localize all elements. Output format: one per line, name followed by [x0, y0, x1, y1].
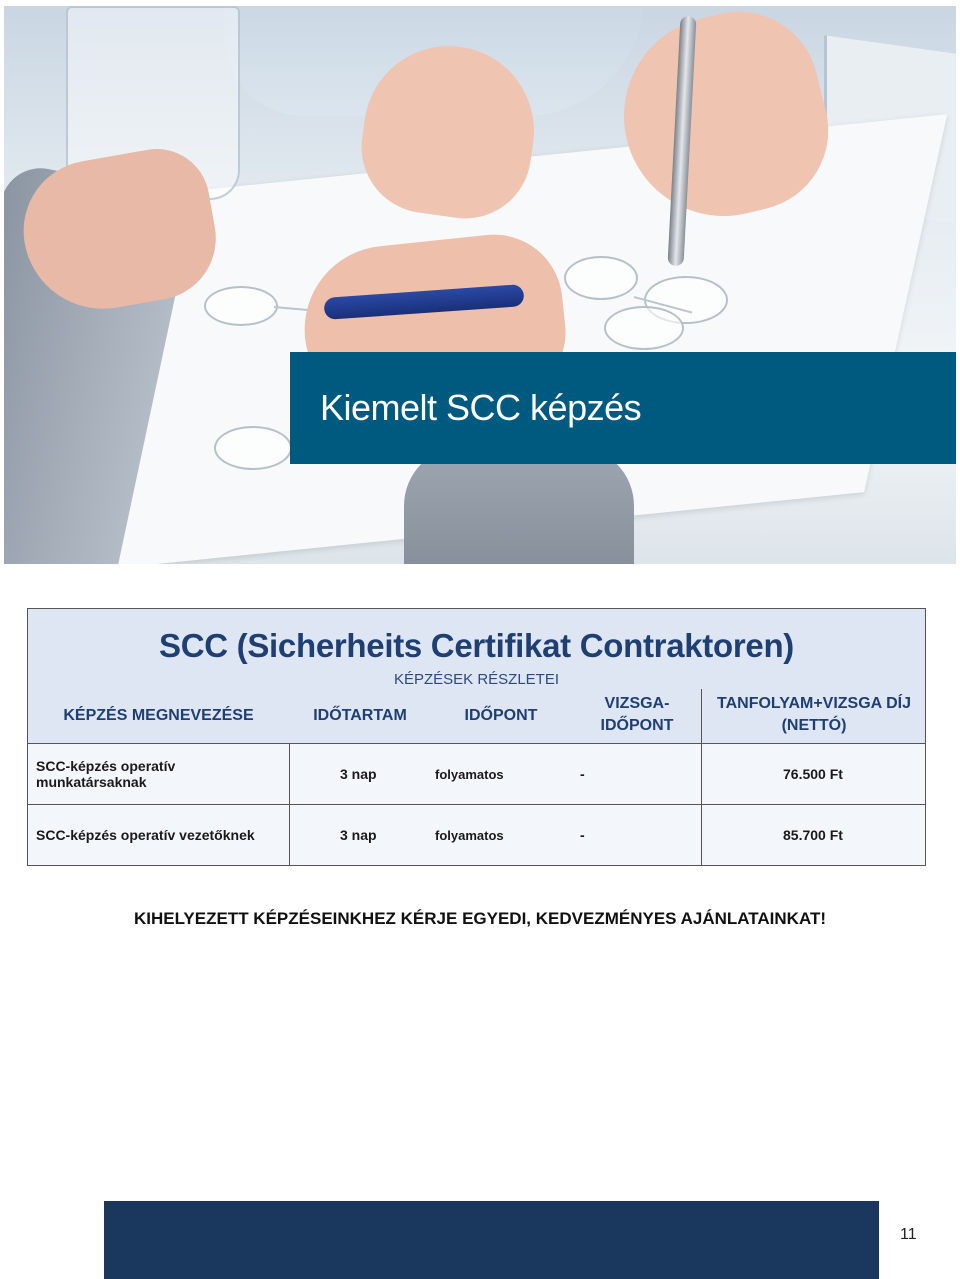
- cell-price: 76.500 Ft: [783, 766, 843, 782]
- banner-title: Kiemelt SCC képzés: [320, 387, 642, 428]
- cell-exam-date: -: [580, 827, 585, 843]
- cell-name: SCC-képzés operatív munkatársaknak: [36, 758, 176, 790]
- course-table: [27, 608, 926, 866]
- cell-exam-date: -: [580, 766, 585, 782]
- column-header-exam-date: VIZSGA- IDŐPONT: [600, 695, 674, 734]
- column-header-name: KÉPZÉS MEGNEVEZÉSE: [63, 707, 254, 724]
- table-title: SCC (Sicherheits Certifikat Contraktoren): [159, 627, 794, 664]
- table-subtitle: KÉPZÉSEK RÉSZLETEI: [393, 671, 560, 688]
- cell-duration: 3 nap: [340, 766, 377, 782]
- column-header-date: IDŐPONT: [464, 707, 538, 724]
- cell-date: folyamatos: [435, 827, 504, 843]
- table-row: [28, 805, 925, 865]
- cell-duration: 3 nap: [340, 827, 377, 843]
- table-header: [28, 609, 925, 744]
- title-banner: [290, 352, 956, 464]
- cell-name: SCC-képzés operatív vezetőknek: [36, 827, 255, 843]
- cell-date: folyamatos: [435, 766, 504, 782]
- cell-price: 85.700 Ft: [783, 827, 843, 843]
- column-header-price: TANFOLYAM+VIZSGA DÍJ (NETTÓ): [717, 695, 911, 734]
- discount-note: KIHELYEZETT KÉPZÉSEINKHEZ KÉRJE EGYEDI, KEDVEZMÉNYES AJÁNLATAINKAT!: [133, 909, 827, 928]
- header-photo: [4, 6, 956, 564]
- footer-bar: [104, 1201, 879, 1279]
- table-row: [28, 744, 925, 805]
- column-header-duration: IDŐTARTAM: [313, 707, 407, 724]
- page-number: 11: [900, 1226, 917, 1243]
